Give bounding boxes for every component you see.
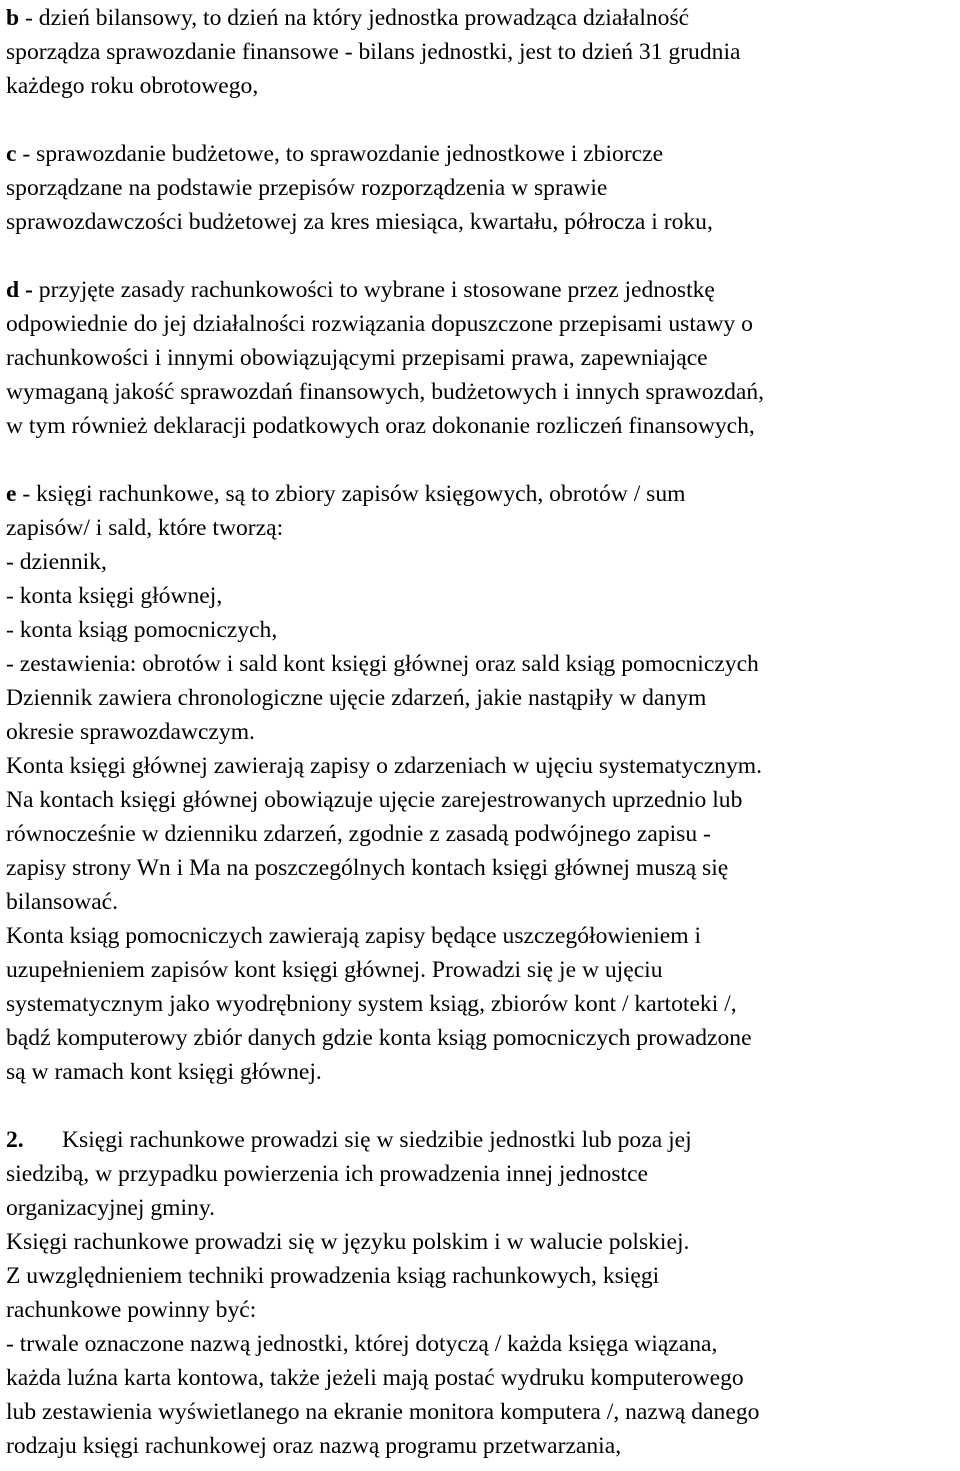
line: Na kontach księgi głównej obowiązuje ujęcie zarejestrowanych uprzednio lub xyxy=(6,787,743,813)
line-text: przyjęte zasady rachunkowości to wybrane i stosowane przez jednostkę xyxy=(32,277,715,303)
line xyxy=(6,137,956,171)
item-marker: b xyxy=(6,5,20,31)
line: - konta księgi głównej, xyxy=(6,583,223,609)
document-page xyxy=(6,0,956,1463)
line: rachunkowe powinny być: xyxy=(6,1297,257,1323)
line: bądź komputerowy zbiór danych gdzie konta ksiąg pomocniczych prowadzone xyxy=(6,1025,752,1051)
line-text: - dzień bilansowy, to dzień na który jednostka prowadząca działalność xyxy=(19,5,690,31)
item-2 xyxy=(6,1123,956,1463)
line: organizacyjnej gminy. xyxy=(6,1195,216,1221)
line: sporządza sprawozdanie finansowe - bilans jednostki, jest to dzień 31 grudnia xyxy=(6,39,741,65)
item-number: 2. xyxy=(6,1127,24,1153)
paragraph-gap xyxy=(6,103,956,137)
line: lub zestawienia wyświetlanego na ekranie monitora komputera /, nazwą danego xyxy=(6,1399,760,1425)
line xyxy=(6,1,956,35)
paragraph-gap xyxy=(6,443,956,477)
line: Z uwzględnieniem techniki prowadzenia ksiąg rachunkowych, księgi xyxy=(6,1263,660,1289)
line: - dziennik, xyxy=(6,549,107,575)
line-text: Księgi rachunkowe prowadzi się w siedzibie jednostki lub poza jej xyxy=(62,1127,692,1153)
line: - konta ksiąg pomocniczych, xyxy=(6,617,278,643)
item-marker: c xyxy=(6,141,17,167)
line: uzupełnieniem zapisów kont księgi głównej. Prowadzi się je w ujęciu xyxy=(6,957,663,983)
line: Księgi rachunkowe prowadzi się w języku polskim i w walucie polskiej. xyxy=(6,1229,690,1255)
line: systematycznym jako wyodrębniony system ksiąg, zbiorów kont / kartoteki /, xyxy=(6,991,737,1017)
line: Konta księgi głównej zawierają zapisy o zdarzeniach w ujęciu systematycznym. xyxy=(6,753,763,779)
line: sporządzane na podstawie przepisów rozporządzenia w sprawie xyxy=(6,175,608,201)
line xyxy=(6,273,956,307)
line: okresie sprawozdawczym. xyxy=(6,719,255,745)
line: rodzaju księgi rachunkowej oraz nazwą programu przetwarzania, xyxy=(6,1433,622,1459)
line xyxy=(6,477,956,511)
line: każda luźna karta kontowa, także jeżeli mają postać wydruku komputerowego xyxy=(6,1365,744,1391)
paragraph-gap xyxy=(6,1089,956,1123)
line: w tym również deklaracji podatkowych oraz dokonanie rozliczeń finansowych, xyxy=(6,413,755,439)
line: sprawozdawczości budżetowej za kres miesiąca, kwartału, półrocza i roku, xyxy=(6,209,713,235)
line: - trwale oznaczone nazwą jednostki, której dotyczą / każda księga wiązana, xyxy=(6,1331,718,1357)
line: zapisów/ i sald, które tworzą: xyxy=(6,515,284,541)
line: Dziennik zawiera chronologiczne ujęcie zdarzeń, jakie nastąpiły w danym xyxy=(6,685,707,711)
line: równocześnie w dzienniku zdarzeń, zgodnie z zasadą podwójnego zapisu - xyxy=(6,821,711,847)
item-c xyxy=(6,137,956,239)
paragraph-gap xyxy=(6,239,956,273)
line: są w ramach kont księgi głównej. xyxy=(6,1059,322,1085)
line: rachunkowości i innymi obowiązującymi przepisami prawa, zapewniające xyxy=(6,345,708,371)
item-marker: d - xyxy=(6,277,33,303)
item-b xyxy=(6,1,956,103)
line: siedzibą, w przypadku powierzenia ich prowadzenia innej jednostce xyxy=(6,1161,649,1187)
line: odpowiednie do jej działalności rozwiązania dopuszczone przepisami ustawy o xyxy=(6,311,753,337)
item-marker: e xyxy=(6,481,17,507)
line: - zestawienia: obrotów i sald kont księgi głównej oraz sald ksiąg pomocniczych xyxy=(6,651,759,677)
line: zapisy strony Wn i Ma na poszczególnych kontach księgi głównej muszą się xyxy=(6,855,729,881)
item-e xyxy=(6,477,956,1089)
line-text: - sprawozdanie budżetowe, to sprawozdanie jednostkowe i zbiorcze xyxy=(16,141,664,167)
item-d xyxy=(6,273,956,443)
line: każdego roku obrotowego, xyxy=(6,73,259,99)
line-text: - księgi rachunkowe, są to zbiory zapisów księgowych, obrotów / sum xyxy=(16,481,686,507)
line xyxy=(6,1123,956,1157)
line: wymaganą jakość sprawozdań finansowych, budżetowych i innych sprawozdań, xyxy=(6,379,765,405)
line: bilansować. xyxy=(6,889,119,915)
line: Konta ksiąg pomocniczych zawierają zapisy będące uszczegółowieniem i xyxy=(6,923,702,949)
